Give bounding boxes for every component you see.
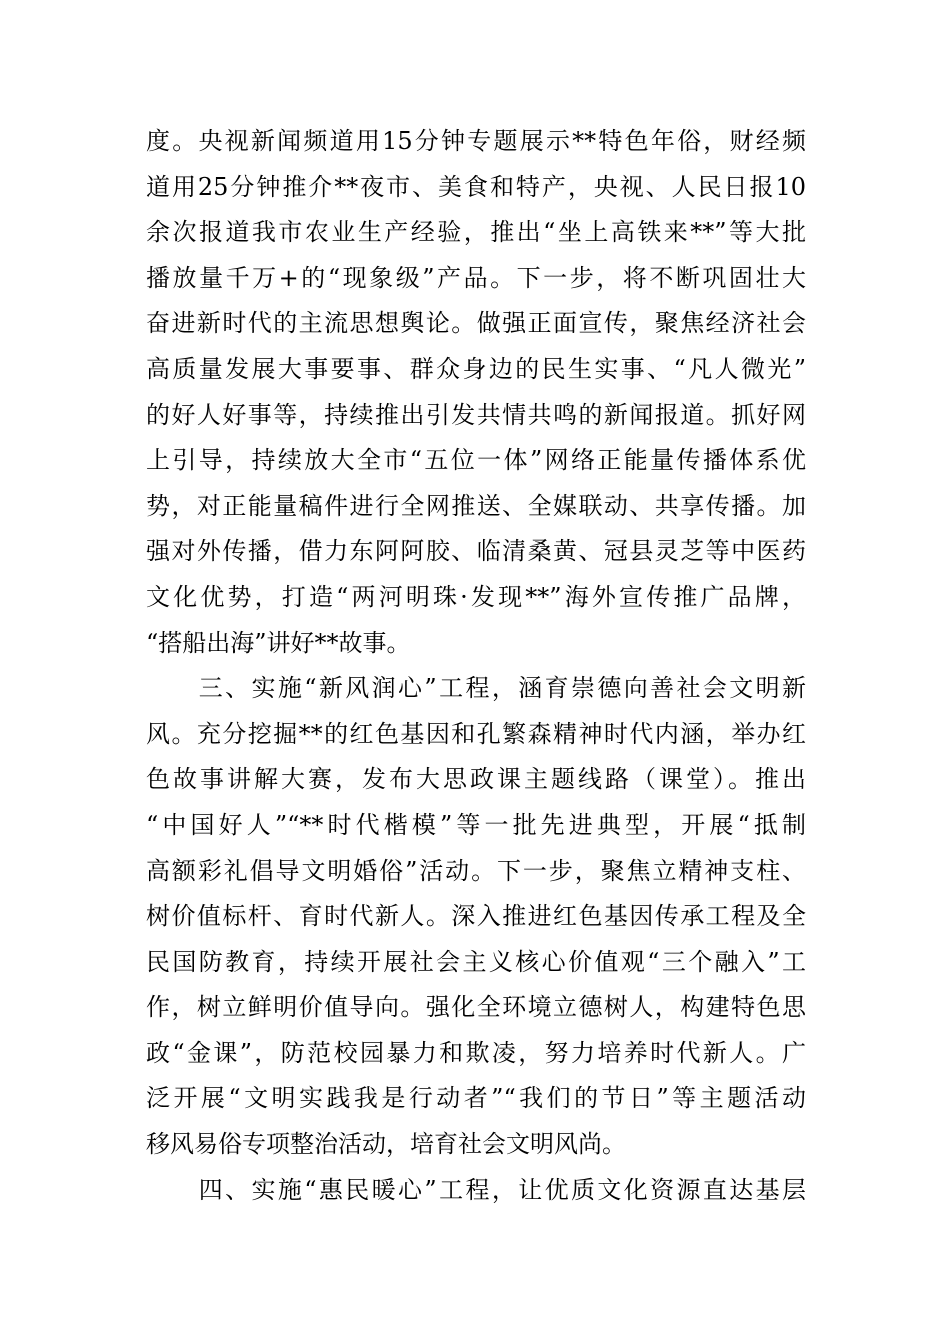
text-line: 文化优势，打造“两河明珠·发现**”海外宣传推广品牌， <box>146 582 806 611</box>
text-line: 风。充分挖掘**的红色基因和孔繁森精神时代内涵，举办红 <box>146 719 806 748</box>
text-line: 高额彩礼倡导文明婚俗”活动。下一步，聚焦立精神支柱、 <box>146 856 806 885</box>
text-line: 度。央视新闻频道用15分钟专题展示**特色年俗，财经频 <box>146 127 806 155</box>
section-heading-line: 四、实施“惠民暖心”工程，让优质文化资源直达基层 <box>146 1175 806 1204</box>
text-line: 奋进新时代的主流思想舆论。做强正面宣传，聚焦经济社会 <box>146 309 806 338</box>
text-line: 强对外传播，借力东阿阿胶、临清桑黄、冠县灵芝等中医药 <box>146 537 806 566</box>
section-heading-line: 三、实施“新风润心”工程，涵育崇德向善社会文明新 <box>146 674 806 703</box>
paragraph-end-line: 移风易俗专项整治活动，培育社会文明风尚。 <box>146 1130 626 1159</box>
text-line: 道用25分钟推介**夜市、美食和特产，央视、人民日报10 <box>146 172 806 201</box>
text-line: 泛开展“文明实践我是行动者”“我们的节日”等主题活动 <box>146 1084 806 1113</box>
text-line: 播放量千万+的“现象级”产品。下一步，将不断巩固壮大 <box>146 263 806 292</box>
text-line: 作，树立鲜明价值导向。强化全环境立德树人，构建特色思 <box>146 993 806 1022</box>
text-line: 余次报道我市农业生产经验，推出“坐上高铁来**”等大批 <box>146 218 806 247</box>
paragraph-end-line: “搭船出海”讲好**故事。 <box>146 628 411 657</box>
text-line: 色故事讲解大赛，发布大思政课主题线路（课堂）。推出 <box>146 765 806 794</box>
text-line: “中国好人”“**时代楷模”等一批先进典型，开展“抵制 <box>146 810 806 839</box>
text-line: 高质量发展大事要事、群众身边的民生实事、“凡人微光” <box>146 354 806 383</box>
text-line: 的好人好事等，持续推出引发共情共鸣的新闻报道。抓好网 <box>146 400 806 429</box>
text-line: 政“金课”，防范校园暴力和欺凌，努力培养时代新人。广 <box>146 1038 806 1067</box>
text-line: 势，对正能量稿件进行全网推送、全媒联动、共享传播。加 <box>146 491 806 520</box>
body-text <box>146 119 806 1213</box>
text-line: 上引导，持续放大全市“五位一体”网络正能量传播体系优 <box>146 446 806 475</box>
text-line: 树价值标杆、育时代新人。深入推进红色基因传承工程及全 <box>146 902 806 931</box>
text-line: 民国防教育，持续开展社会主义核心价值观“三个融入”工 <box>146 947 806 976</box>
